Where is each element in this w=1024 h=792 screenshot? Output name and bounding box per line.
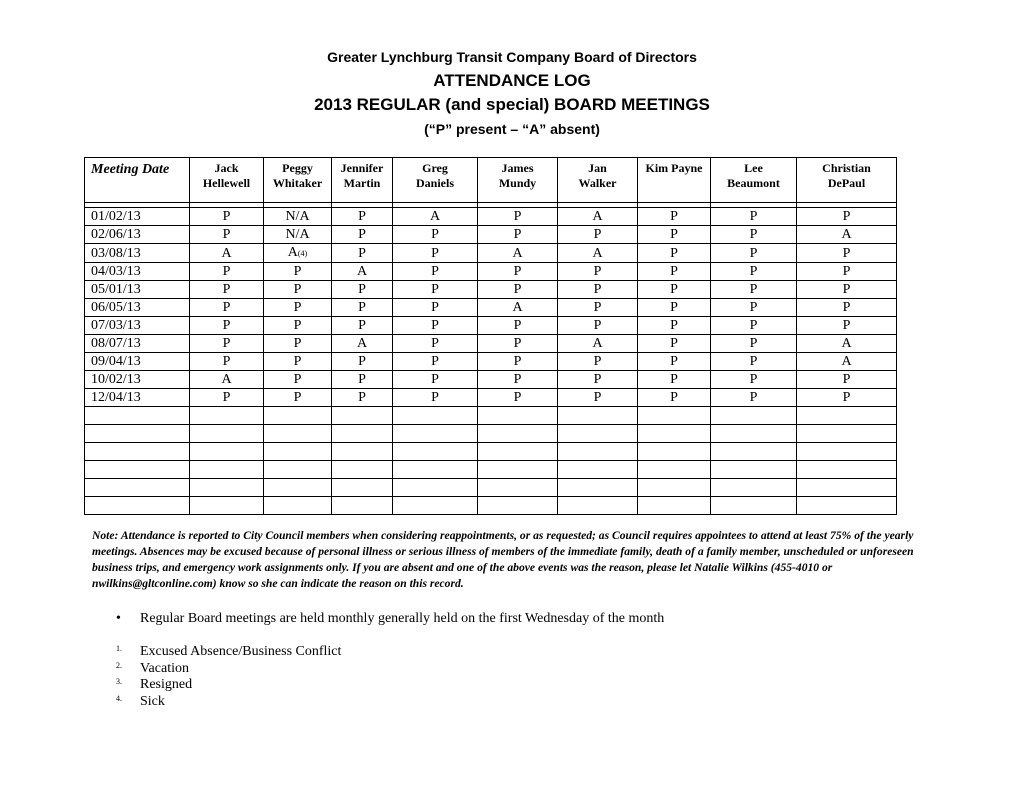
empty-cell bbox=[393, 443, 478, 461]
empty-cell bbox=[190, 461, 264, 479]
empty-cell bbox=[264, 443, 332, 461]
attendance-cell: P bbox=[797, 244, 897, 263]
attendance-cell: P bbox=[264, 281, 332, 299]
legend-item: 4. Sick bbox=[116, 693, 165, 709]
member-header: Kim Payne bbox=[638, 158, 711, 203]
attendance-cell: P bbox=[638, 317, 711, 335]
attendance-cell: P bbox=[478, 208, 558, 226]
meeting-date-header: Meeting Date bbox=[85, 158, 190, 203]
empty-cell bbox=[478, 461, 558, 479]
attendance-cell: P bbox=[393, 317, 478, 335]
attendance-cell: P bbox=[332, 226, 393, 244]
attendance-cell: P bbox=[638, 389, 711, 407]
attendance-cell: P bbox=[393, 299, 478, 317]
attendance-cell: A(4) bbox=[264, 244, 332, 263]
bullet-text: Regular Board meetings are held monthly generally held on the first Wednesday of the month bbox=[140, 611, 665, 626]
empty-cell bbox=[638, 443, 711, 461]
attendance-cell: P bbox=[638, 335, 711, 353]
empty-cell bbox=[85, 443, 190, 461]
table-row bbox=[85, 371, 897, 389]
table-row bbox=[85, 461, 897, 479]
attendance-table-body bbox=[85, 203, 897, 515]
attendance-cell: A bbox=[478, 299, 558, 317]
attendance-cell: A bbox=[797, 353, 897, 371]
member-header: Peggy Whitaker bbox=[264, 158, 332, 203]
meeting-date-cell: 12/04/13 bbox=[85, 389, 190, 407]
attendance-cell: P bbox=[711, 263, 797, 281]
table-row bbox=[85, 281, 897, 299]
empty-cell bbox=[558, 497, 638, 515]
attendance-cell: P bbox=[478, 335, 558, 353]
attendance-cell: P bbox=[638, 226, 711, 244]
attendance-cell: P bbox=[393, 335, 478, 353]
attendance-cell: P bbox=[638, 281, 711, 299]
attendance-cell: P bbox=[711, 335, 797, 353]
attendance-cell: P bbox=[332, 244, 393, 263]
attendance-cell: A bbox=[393, 208, 478, 226]
attendance-cell: P bbox=[638, 299, 711, 317]
table-row bbox=[85, 244, 897, 263]
attendance-cell: P bbox=[478, 371, 558, 389]
attendance-cell: N/A bbox=[264, 208, 332, 226]
attendance-cell: P bbox=[393, 353, 478, 371]
member-header: Greg Daniels bbox=[393, 158, 478, 203]
bullet-symbol: • bbox=[116, 611, 121, 626]
empty-cell bbox=[711, 479, 797, 497]
attendance-cell: P bbox=[797, 389, 897, 407]
meeting-date-cell: 07/03/13 bbox=[85, 317, 190, 335]
attendance-cell: P bbox=[797, 263, 897, 281]
empty-cell bbox=[558, 443, 638, 461]
empty-cell bbox=[797, 425, 897, 443]
member-header: Jennifer Martin bbox=[332, 158, 393, 203]
empty-cell bbox=[190, 407, 264, 425]
attendance-cell: A bbox=[797, 226, 897, 244]
bullet-item bbox=[116, 610, 664, 628]
meeting-date-cell: 09/04/13 bbox=[85, 353, 190, 371]
attendance-cell: P bbox=[558, 299, 638, 317]
attendance-cell: A bbox=[332, 335, 393, 353]
empty-cell bbox=[478, 407, 558, 425]
empty-cell bbox=[638, 407, 711, 425]
attendance-cell: P bbox=[264, 389, 332, 407]
empty-cell bbox=[85, 479, 190, 497]
attendance-cell: P bbox=[190, 317, 264, 335]
attendance-cell: P bbox=[190, 353, 264, 371]
attendance-cell: P bbox=[190, 226, 264, 244]
attendance-cell: P bbox=[393, 281, 478, 299]
empty-cell bbox=[638, 461, 711, 479]
empty-cell bbox=[558, 479, 638, 497]
empty-cell bbox=[558, 461, 638, 479]
table-row bbox=[85, 263, 897, 281]
attendance-cell: P bbox=[711, 317, 797, 335]
attendance-cell: P bbox=[558, 226, 638, 244]
attendance-cell: A bbox=[190, 244, 264, 263]
attendance-cell: P bbox=[332, 371, 393, 389]
attendance-cell: P bbox=[332, 299, 393, 317]
empty-cell bbox=[190, 479, 264, 497]
empty-cell bbox=[558, 407, 638, 425]
empty-cell bbox=[711, 443, 797, 461]
document-title: ATTENDANCE LOG bbox=[433, 71, 591, 90]
attendance-cell: P bbox=[638, 263, 711, 281]
member-header: James Mundy bbox=[478, 158, 558, 203]
legend-item: 3. Resigned bbox=[116, 677, 193, 692]
meeting-date-cell: 04/03/13 bbox=[85, 263, 190, 281]
member-header: Jack Hellewell bbox=[190, 158, 264, 203]
attendance-cell: N/A bbox=[264, 226, 332, 244]
attendance-cell: P bbox=[332, 208, 393, 226]
table-row bbox=[85, 335, 897, 353]
attendance-cell: P bbox=[558, 317, 638, 335]
empty-cell bbox=[190, 443, 264, 461]
empty-cell bbox=[332, 479, 393, 497]
empty-cell bbox=[190, 425, 264, 443]
empty-cell bbox=[478, 479, 558, 497]
attendance-cell: P bbox=[478, 281, 558, 299]
member-header: Lee Beaumont bbox=[711, 158, 797, 203]
empty-cell bbox=[797, 461, 897, 479]
attendance-cell: P bbox=[478, 389, 558, 407]
attendance-cell: P bbox=[190, 389, 264, 407]
attendance-cell: P bbox=[190, 208, 264, 226]
empty-cell bbox=[797, 407, 897, 425]
meeting-date-cell: 06/05/13 bbox=[85, 299, 190, 317]
attendance-cell: P bbox=[711, 353, 797, 371]
table-row bbox=[85, 226, 897, 244]
empty-cell bbox=[711, 407, 797, 425]
empty-cell bbox=[264, 497, 332, 515]
attendance-cell: P bbox=[393, 389, 478, 407]
attendance-cell: P bbox=[558, 281, 638, 299]
table-row bbox=[85, 317, 897, 335]
empty-cell bbox=[797, 443, 897, 461]
legend-item: 1. Excused Absence/Business Conflict bbox=[116, 644, 342, 659]
attendance-cell: P bbox=[558, 389, 638, 407]
attendance-cell: P bbox=[264, 353, 332, 371]
absence-reason-legend bbox=[116, 644, 341, 710]
empty-cell bbox=[478, 443, 558, 461]
attendance-cell: P bbox=[711, 371, 797, 389]
attendance-cell: P bbox=[190, 263, 264, 281]
empty-cell bbox=[393, 407, 478, 425]
attendance-cell: A bbox=[190, 371, 264, 389]
empty-cell bbox=[332, 461, 393, 479]
legend-item: 2. Vacation bbox=[116, 660, 189, 676]
empty-cell bbox=[332, 425, 393, 443]
attendance-cell: P bbox=[190, 299, 264, 317]
attendance-cell: P bbox=[393, 226, 478, 244]
attendance-cell: P bbox=[797, 317, 897, 335]
document-subtitle: 2013 REGULAR (and special) BOARD MEETINGS bbox=[314, 95, 710, 114]
meeting-date-cell: 08/07/13 bbox=[85, 335, 190, 353]
empty-cell bbox=[638, 425, 711, 443]
attendance-table bbox=[84, 157, 897, 515]
empty-cell bbox=[264, 407, 332, 425]
attendance-cell: P bbox=[711, 299, 797, 317]
attendance-cell: P bbox=[332, 353, 393, 371]
table-row bbox=[85, 479, 897, 497]
attendance-cell: P bbox=[264, 299, 332, 317]
empty-cell bbox=[332, 443, 393, 461]
table-row bbox=[85, 389, 897, 407]
empty-cell bbox=[393, 461, 478, 479]
attendance-cell: P bbox=[797, 299, 897, 317]
attendance-cell: P bbox=[393, 263, 478, 281]
table-row bbox=[85, 299, 897, 317]
attendance-cell: A bbox=[558, 244, 638, 263]
meeting-date-cell: 02/06/13 bbox=[85, 226, 190, 244]
attendance-cell: P bbox=[264, 263, 332, 281]
empty-cell bbox=[85, 497, 190, 515]
attendance-cell: P bbox=[797, 281, 897, 299]
attendance-cell: P bbox=[638, 208, 711, 226]
attendance-cell: A bbox=[478, 244, 558, 263]
attendance-cell: P bbox=[558, 353, 638, 371]
attendance-cell: P bbox=[478, 353, 558, 371]
attendance-cell: P bbox=[332, 317, 393, 335]
attendance-cell: P bbox=[393, 371, 478, 389]
attendance-cell: P bbox=[558, 263, 638, 281]
attendance-note: Note: Attendance is reported to City Council members when considering reappointments, or as requested; as Council requires appointees to attend at least 75% of the yearly meetings. Absences may be excused because of personal illness or serious illness of members of the immediate family, death of a family member, unscheduled or unforeseen business trips, and emergency work assignments only. If you are absent and one of the above events was the reason, please let Natalie Wilkins (455-4010 or nwilkins@gltconline.com) know so she can indicate the reason on this record. bbox=[92, 529, 914, 590]
empty-cell bbox=[264, 425, 332, 443]
table-row bbox=[85, 353, 897, 371]
attendance-cell: P bbox=[558, 371, 638, 389]
attendance-cell: P bbox=[711, 208, 797, 226]
attendance-cell: A bbox=[558, 335, 638, 353]
empty-cell bbox=[85, 425, 190, 443]
empty-cell bbox=[558, 425, 638, 443]
attendance-cell: P bbox=[332, 281, 393, 299]
empty-cell bbox=[711, 497, 797, 515]
empty-cell bbox=[638, 479, 711, 497]
empty-cell bbox=[393, 497, 478, 515]
attendance-cell: P bbox=[190, 335, 264, 353]
attendance-cell: P bbox=[797, 371, 897, 389]
attendance-cell: P bbox=[638, 353, 711, 371]
attendance-cell: P bbox=[711, 244, 797, 263]
empty-cell bbox=[478, 497, 558, 515]
attendance-cell: P bbox=[478, 263, 558, 281]
attendance-cell: P bbox=[797, 208, 897, 226]
empty-cell bbox=[797, 497, 897, 515]
empty-cell bbox=[711, 425, 797, 443]
meeting-date-cell: 05/01/13 bbox=[85, 281, 190, 299]
empty-cell bbox=[478, 425, 558, 443]
empty-cell bbox=[332, 407, 393, 425]
empty-cell bbox=[264, 461, 332, 479]
empty-cell bbox=[264, 479, 332, 497]
attendance-cell: P bbox=[638, 371, 711, 389]
empty-cell bbox=[393, 425, 478, 443]
attendance-cell: A bbox=[332, 263, 393, 281]
table-row bbox=[85, 497, 897, 515]
member-header: Christian DePaul bbox=[797, 158, 897, 203]
table-row bbox=[85, 407, 897, 425]
meeting-date-cell: 10/02/13 bbox=[85, 371, 190, 389]
empty-cell bbox=[85, 407, 190, 425]
legend-key: (“P” present – “A” absent) bbox=[424, 121, 600, 137]
attendance-cell: A bbox=[558, 208, 638, 226]
attendance-cell: P bbox=[393, 244, 478, 263]
meeting-date-cell: 01/02/13 bbox=[85, 208, 190, 226]
attendance-cell: P bbox=[638, 244, 711, 263]
empty-cell bbox=[711, 461, 797, 479]
attendance-cell: P bbox=[264, 371, 332, 389]
empty-cell bbox=[638, 497, 711, 515]
attendance-cell: P bbox=[478, 226, 558, 244]
attendance-cell: P bbox=[264, 317, 332, 335]
attendance-cell: P bbox=[332, 389, 393, 407]
table-row bbox=[85, 208, 897, 226]
attendance-cell: P bbox=[478, 317, 558, 335]
attendance-cell: P bbox=[711, 281, 797, 299]
empty-cell bbox=[797, 479, 897, 497]
organization-title: Greater Lynchburg Transit Company Board of Directors bbox=[327, 49, 697, 65]
attendance-cell: P bbox=[264, 335, 332, 353]
meeting-date-cell: 03/08/13 bbox=[85, 244, 190, 263]
attendance-cell: P bbox=[711, 226, 797, 244]
table-row bbox=[85, 443, 897, 461]
empty-cell bbox=[85, 461, 190, 479]
empty-cell bbox=[332, 497, 393, 515]
attendance-cell: P bbox=[190, 281, 264, 299]
attendance-cell: A bbox=[797, 335, 897, 353]
attendance-cell: P bbox=[711, 389, 797, 407]
empty-cell bbox=[190, 497, 264, 515]
table-header-row bbox=[85, 158, 897, 203]
empty-cell bbox=[393, 479, 478, 497]
member-header: Jan Walker bbox=[558, 158, 638, 203]
table-row bbox=[85, 425, 897, 443]
